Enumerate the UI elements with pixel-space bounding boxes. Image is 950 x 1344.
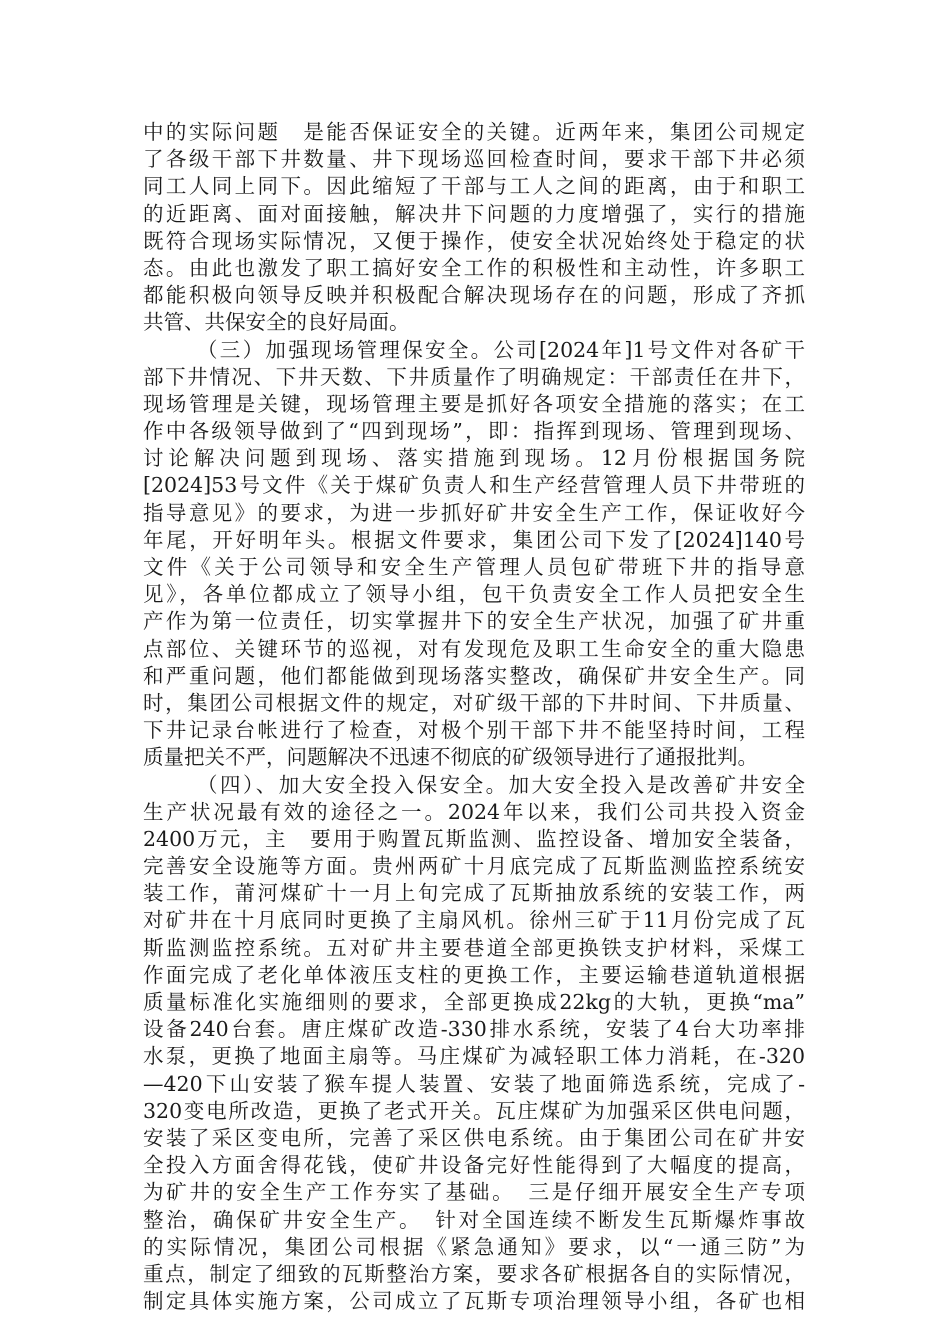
text-line: 为矿井的安全生产工作夯实了基础。 三是仔细开展安全生产专项 bbox=[143, 1180, 805, 1205]
text-line: —420下山安装了猴车提人装置、安装了地面筛选系统，完成了- bbox=[143, 1071, 805, 1096]
text-line: 质量把关不严，问题解决不迅速不彻底的矿级领导进行了通报批判。 bbox=[143, 745, 758, 770]
text-line: 320变电所改造，更换了老式开关。瓦庄煤矿为加强采区供电问题， bbox=[143, 1098, 805, 1123]
text-line: 了各级干部下井数量、井下现场巡回检查时间，要求干部下井必须 bbox=[143, 147, 805, 172]
text-line: 既符合现场实际情况，又便于操作，使安全状况始终处于稳定的状 bbox=[143, 228, 805, 253]
text-line: 安装了采区变电所，完善了采区供电系统。由于集团公司在矿井安 bbox=[143, 1125, 805, 1150]
text-line: 装工作，莆河煤矿十一月上旬完成了瓦斯抽放系统的安装工作，两 bbox=[143, 881, 805, 906]
text-line: （四）、加大安全投入保安全。加大安全投入是改善矿井安全 bbox=[197, 772, 805, 797]
text-line: 指导意见》的要求，为进一步抓好矿井安全生产工作，保证收好今 bbox=[143, 500, 805, 525]
text-line: 都能积极向领导反映并积极配合解决现场存在的问题，形成了齐抓 bbox=[143, 283, 805, 308]
text-line: 部下井情况、下井天数、下井质量作了明确规定：干部责任在井下， bbox=[143, 364, 805, 389]
text-line: 见》，各单位都成立了领导小组，包干负责安全工作人员把安全生 bbox=[143, 582, 805, 607]
text-line: 生产状况最有效的途径之一。2024年以来，我们公司共投入资金 bbox=[143, 799, 805, 824]
text-line: 水泵，更换了地面主扇等。马庄煤矿为减轻职工体力消耗，在-320 bbox=[143, 1044, 805, 1069]
text-line: 点部位、关键环节的巡视，对有发现危及职工生命安全的重大隐患 bbox=[143, 636, 805, 661]
text-line: [2024]53号文件《关于煤矿负责人和生产经营管理人员下井带班的 bbox=[143, 473, 805, 498]
text-line: 中的实际问题 是能否保证安全的关键。近两年来，集团公司规定 bbox=[143, 120, 805, 144]
text-line: 年尾，开好明年头。根据文件要求，集团公司下发了[2024]140号 bbox=[143, 527, 805, 552]
text-line: 时，集团公司根据文件的规定，对矿级干部的下井时间、下井质量、 bbox=[143, 690, 805, 715]
text-line: 作中各级领导做到了“四到现场”，即：指挥到现场、管理到现场、 bbox=[143, 419, 805, 444]
text-line: 的实际情况，集团公司根据《紧急通知》要求，以“一通三防”为 bbox=[143, 1234, 805, 1259]
text-line: 全投入方面舍得花钱，使矿井设备完好性能得到了大幅度的提高， bbox=[143, 1153, 805, 1178]
text-line: 文件《关于公司领导和安全生产管理人员包矿带班下井的指导意 bbox=[143, 555, 805, 579]
text-line: 态。由此也激发了职工搞好安全工作的积极性和主动性，许多职工 bbox=[143, 255, 805, 280]
text-line: 2400万元，主 要用于购置瓦斯监测、监控设备、增加安全装备， bbox=[143, 826, 805, 851]
text-line: 和严重问题，他们都能做到现场落实整改，确保矿井安全生产。同 bbox=[143, 663, 805, 688]
text-line: 制定具体实施方案，公司成立了瓦斯专项治理领导小组，各矿也相 bbox=[143, 1289, 805, 1314]
text-line: 对矿井在十月底同时更换了主扇风机。徐州三矿于11月份完成了瓦 bbox=[143, 908, 805, 933]
text-line: 重点，制定了细致的瓦斯整治方案，要求各矿根据各自的实际情况， bbox=[143, 1261, 805, 1286]
text-line: 作面完成了老化单体液压支柱的更换工作，主要运输巷道轨道根据 bbox=[143, 962, 805, 987]
text-line: 讨论解决问题到现场、落实措施到现场。12月份根据国务院 bbox=[143, 446, 805, 471]
text-line: 质量标准化实施细则的要求，全部更换成22kg的大轨，更换“ma” bbox=[143, 990, 805, 1014]
text-line: 设备240台套。唐庄煤矿改造-330排水系统，安装了4台大功率排 bbox=[143, 1017, 805, 1042]
text-line: 斯监测监控系统。五对矿井主要巷道全部更换铁支护材料，采煤工 bbox=[143, 935, 805, 960]
text-line: 完善安全设施等方面。贵州两矿十月底完成了瓦斯监测监控系统安 bbox=[143, 854, 805, 879]
text-line: 现场管理是关键，现场管理主要是抓好各项安全措施的落实；在工 bbox=[143, 391, 805, 416]
text-line: 下井记录台帐进行了检查，对极个别干部下井不能坚持时间，工程 bbox=[143, 718, 805, 743]
text-line: 产作为第一位责任，切实掌握井下的安全生产状况，加强了矿井重 bbox=[143, 609, 805, 634]
text-line: 同工人同上同下。因此缩短了干部与工人之间的距离，由于和职工 bbox=[143, 174, 805, 199]
text-line: 整治，确保矿井安全生产。 针对全国连续不断发生瓦斯爆炸事故 bbox=[143, 1207, 805, 1232]
text-line: 的近距离、面对面接触，解决井下问题的力度增强了，实行的措施 bbox=[143, 201, 805, 226]
document-body bbox=[143, 119, 805, 1315]
text-line: （三）加强现场管理保安全。公司[2024年]1号文件对各矿干 bbox=[197, 337, 805, 362]
text-line: 共管、共保安全的良好局面。 bbox=[143, 310, 410, 335]
